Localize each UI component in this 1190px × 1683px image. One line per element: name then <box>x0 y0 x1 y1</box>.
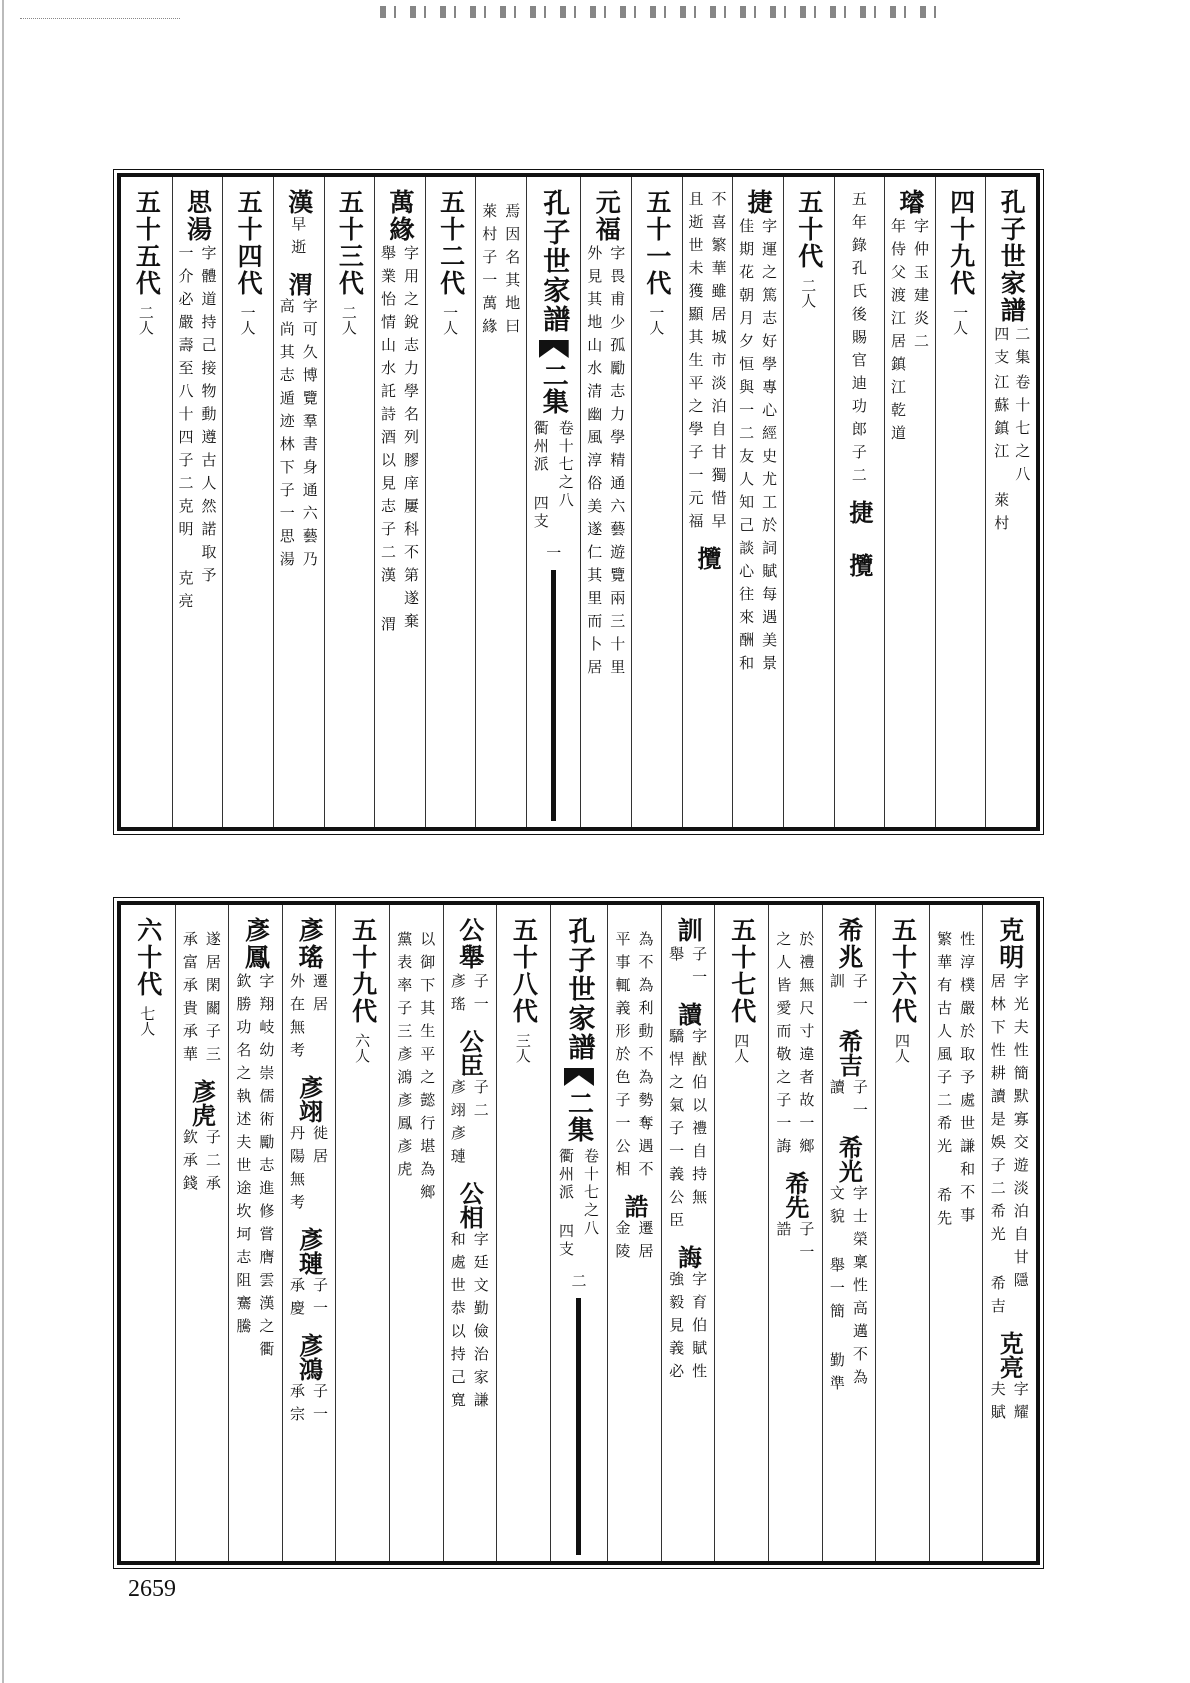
generation-count: 六人 <box>353 1033 372 1063</box>
generation-label: 五十七代 <box>727 917 757 1025</box>
person-entry <box>982 905 1036 1561</box>
generation-count: 二人 <box>339 305 358 335</box>
generation-count: 二人 <box>136 305 155 335</box>
person-note: 為不為利動不為勢奪遇不 <box>636 931 655 1184</box>
heading-column <box>985 177 1036 827</box>
generation-label: 五十代 <box>794 189 824 270</box>
person-name: 誥 <box>620 1194 650 1218</box>
person-note: 字翔岐幼崇儒術勵志進修嘗膺雲漢之衢 <box>257 973 276 1364</box>
person-note: 焉因名其地曰 <box>503 203 522 341</box>
person-note: 早逝 <box>289 216 308 262</box>
generation-column <box>714 905 768 1561</box>
generation-label: 五十八代 <box>509 917 539 1025</box>
person-name: 訓 <box>674 917 704 944</box>
generation-count: 四人 <box>893 1033 912 1063</box>
book-title: 孔子世家譜 <box>997 189 1027 324</box>
person-entry <box>374 177 425 827</box>
person-name: 誨 <box>673 1245 703 1269</box>
person-note: 徙居 <box>311 1125 330 1171</box>
person-name: 希兆 <box>834 917 864 971</box>
generation-label: 五十四代 <box>234 189 264 297</box>
person-entry <box>475 177 526 827</box>
person-entry <box>172 177 223 827</box>
person-entry <box>834 177 885 827</box>
person-note: 遷居 <box>311 973 330 1019</box>
person-entry <box>682 177 733 827</box>
generation-count: 七人 <box>138 1006 157 1036</box>
generation-label: 五十三代 <box>335 189 365 297</box>
person-entry <box>607 905 661 1561</box>
person-entry <box>661 905 715 1561</box>
person-note: 子一 <box>311 1277 330 1323</box>
generation-label: 五十五代 <box>132 189 162 297</box>
person-name: 希光 <box>834 1135 864 1183</box>
generation-column <box>222 177 273 827</box>
person-note: 字猷伯以禮自持無 <box>690 1028 709 1212</box>
person-note: 字用之銳志力學名列膠庠屢科不第遂棄 <box>401 245 420 636</box>
person-note: 子二承 <box>203 1129 222 1198</box>
person-note: 子一 <box>850 973 869 1019</box>
person-name: 克明 <box>995 917 1025 971</box>
person-entry <box>273 177 324 827</box>
spine-bar <box>551 570 556 821</box>
person-name: 彥虎 <box>187 1079 217 1127</box>
generation-column <box>631 177 682 827</box>
person-note: 子二 <box>471 1079 490 1125</box>
person-note: 高尚其志遁迹林下子一思湯 <box>277 298 296 574</box>
generation-count: 二人 <box>799 278 818 308</box>
person-note: 子一 <box>471 973 490 1019</box>
person-note: 欽承錢 <box>180 1129 199 1198</box>
person-note: 舉 <box>667 946 686 969</box>
person-name: 希先 <box>780 1171 810 1219</box>
generation-count: 四人 <box>732 1033 751 1063</box>
person-note: 居林下性耕讀是娛子二希光 希吉 <box>988 973 1007 1321</box>
person-name: 公舉 <box>455 917 485 971</box>
person-name: 彥璉 <box>294 1227 324 1275</box>
person-name: 萬緣 <box>385 189 415 243</box>
generation-column <box>875 905 929 1561</box>
person-entry <box>443 905 497 1561</box>
person-note: 彥瑤 <box>448 973 467 1019</box>
person-note: 金陵 <box>613 1220 632 1266</box>
generation-column <box>121 905 175 1561</box>
generation-count: 一人 <box>951 305 970 335</box>
person-name: 讀 <box>673 1002 703 1026</box>
person-note: 之人皆愛而敬之子一誨 <box>774 931 793 1161</box>
person-entry <box>282 905 336 1561</box>
person-entry <box>768 905 822 1561</box>
person-note: 舉業怡情山水託詩酒以見志子二漢 渭 <box>378 245 397 639</box>
person-note: 以御下其生平之懿行堪為鄉 <box>418 931 437 1207</box>
person-name: 彥翊 <box>294 1075 324 1123</box>
generation-count: 一人 <box>441 305 460 335</box>
person-note: 子一 <box>690 946 709 992</box>
person-entry <box>389 905 443 1561</box>
person-note: 字體道持己接物動遵古人然諾取予 <box>199 245 218 590</box>
person-entry <box>884 177 935 827</box>
generation-column <box>425 177 476 827</box>
person-name: 公臣 <box>455 1029 485 1077</box>
page-number: 2659 <box>128 1576 176 1602</box>
person-note: 夫賦 <box>988 1381 1007 1427</box>
heading-sub-2: 四支 <box>992 326 1011 372</box>
spine-branch: 衢州派 四支 <box>556 1148 575 1259</box>
person-note: 一介必嚴壽至八十四子二克明 克亮 <box>176 245 195 616</box>
person-note: 文貌 舉一簡 勤準 <box>827 1185 846 1398</box>
person-note: 欽勝功名之執述夫世途坎坷志阻騫騰 <box>234 973 253 1341</box>
person-note: 繁華有古人風子二希光 希先 <box>935 931 954 1233</box>
generation-column <box>121 177 172 827</box>
person-note: 承富承貴承華 <box>180 931 199 1069</box>
generation-label: 五十九代 <box>348 917 378 1025</box>
person-name: 渭 <box>284 272 314 296</box>
person-entry <box>732 177 783 827</box>
generation-label: 五十六代 <box>888 917 918 1025</box>
heading-note-2: 江蘇鎮江 萊村 <box>992 374 1011 538</box>
person-name: 希吉 <box>834 1029 864 1077</box>
spine-branch: 衢州派 四支 <box>531 420 550 531</box>
person-name: 思湯 <box>183 189 213 243</box>
generation-column <box>935 177 986 827</box>
person-note: 遷居 <box>636 1220 655 1266</box>
person-entry <box>822 905 876 1561</box>
person-note: 字仲玉建炎二 <box>911 218 930 356</box>
person-name: 攬 <box>692 546 722 570</box>
heading-note-1: 卷十七之八 <box>1013 374 1032 489</box>
person-note: 黨表率子三彥鴻彥鳳彥虎 <box>395 931 414 1184</box>
person-note: 字廷文勤儉治家謙 <box>471 1231 490 1415</box>
generation-label: 四十九代 <box>946 189 976 297</box>
person-note: 字育伯賦性 <box>690 1271 709 1386</box>
person-entry <box>929 905 983 1561</box>
person-note: 和處世恭以持己寬 <box>448 1231 467 1415</box>
person-note: 承慶 <box>288 1277 307 1323</box>
scan-dotted-mark <box>20 18 180 20</box>
generation-column <box>335 905 389 1561</box>
spine-chapter: 卷十七之八 <box>556 420 575 510</box>
person-note: 丹陽無考 <box>288 1125 307 1217</box>
person-note: 萊村子一萬緣 <box>480 203 499 341</box>
person-note: 性淳樸嚴於取予處世謙和不事 <box>958 931 977 1230</box>
center-spine <box>550 905 608 1561</box>
person-note: 子一 <box>797 1221 816 1267</box>
spine-volume: 二集 <box>563 1090 594 1142</box>
spine-title: 孔子世家譜 <box>538 189 570 334</box>
person-note: 外在無考 <box>288 973 307 1065</box>
person-note: 彥翊彥璉 <box>448 1079 467 1171</box>
person-name: 彥鴻 <box>294 1333 324 1381</box>
generation-label: 五十二代 <box>436 189 466 297</box>
heading-sub-1: 二集 <box>1013 326 1032 372</box>
person-name: 璿 <box>895 189 925 216</box>
person-note: 讀 <box>827 1079 846 1102</box>
person-note: 驕悍之氣子一義公臣 <box>667 1028 686 1235</box>
person-note: 子一 <box>850 1079 869 1125</box>
person-note: 且逝世未獲顯其生平之學子一元福 <box>686 191 705 536</box>
generation-count: 一人 <box>238 305 257 335</box>
spine-page-number: 二 <box>569 1273 588 1288</box>
person-name: 彥瑤 <box>295 917 325 971</box>
person-note: 字運之篤志好學專心經史尤工於詞賦每遇美景 <box>760 218 779 678</box>
person-note: 字畏甫少孤勵志力學精通六藝遊覽兩三十里 <box>608 245 627 682</box>
person-note: 子一 <box>311 1383 330 1429</box>
genealogy-page-bottom <box>117 901 1040 1565</box>
person-name: 公相 <box>455 1181 485 1229</box>
person-name: 漢 <box>284 189 314 216</box>
person-note: 佳期花朝月夕恒與一二友人知己談心往來酬和 <box>737 218 756 678</box>
generation-column <box>496 905 550 1561</box>
person-note: 年侍父渡江居鎮江乾道 <box>888 218 907 448</box>
center-spine <box>526 177 580 827</box>
fishtail-mark <box>564 1068 594 1086</box>
spine-title: 孔子世家譜 <box>563 917 595 1062</box>
generation-label: 六十代 <box>133 917 163 998</box>
genealogy-page-top <box>117 173 1040 831</box>
person-note: 字光夫性簡默寡交遊淡泊自甘隱 <box>1011 973 1030 1295</box>
scan-edge-line <box>2 0 4 1683</box>
person-entry <box>580 177 631 827</box>
person-note: 字耀 <box>1011 1381 1030 1427</box>
spine-bar <box>576 1298 581 1555</box>
person-note: 五年錄孔氏後賜官迪功郎子二 <box>849 191 868 490</box>
spine-chapter: 卷十七之八 <box>581 1148 600 1238</box>
person-name: 克亮 <box>995 1331 1025 1379</box>
person-note: 於禮無尺寸違者故一鄉 <box>797 931 816 1161</box>
person-name: 元福 <box>592 189 622 243</box>
generation-label: 五十一代 <box>642 189 672 297</box>
person-entry <box>228 905 282 1561</box>
person-note: 字可久博覽羣書身通六藝乃 <box>300 298 319 574</box>
person-note: 外見其地山水清幽風淳俗美遂仁其里而卜居 <box>585 245 604 682</box>
person-name: 彥鳳 <box>241 917 271 971</box>
person-note: 平事輒義形於色子一公相 <box>613 931 632 1184</box>
person-note: 訓 <box>827 973 846 996</box>
person-note: 不喜繁華雖居城市淡泊自甘獨惜早 <box>709 191 728 536</box>
person-note: 強毅見義必 <box>667 1271 686 1386</box>
person-note: 誥 <box>774 1221 793 1244</box>
generation-column <box>324 177 375 827</box>
person-note: 字士榮稟性高邁不為 <box>850 1185 869 1392</box>
person-name: 捷 <box>744 189 774 216</box>
scan-top-artifact <box>380 6 940 18</box>
person-entry <box>175 905 229 1561</box>
person-name: 捷 攬 <box>844 500 874 577</box>
generation-count: 三人 <box>513 1033 532 1063</box>
person-note: 承宗 <box>288 1383 307 1429</box>
person-note: 遂居閑關子三 <box>203 931 222 1069</box>
spine-volume: 二集 <box>538 362 569 414</box>
fishtail-mark <box>539 340 569 358</box>
spine-page-number: 一 <box>544 545 563 560</box>
generation-count: 一人 <box>647 305 666 335</box>
generation-column <box>783 177 834 827</box>
